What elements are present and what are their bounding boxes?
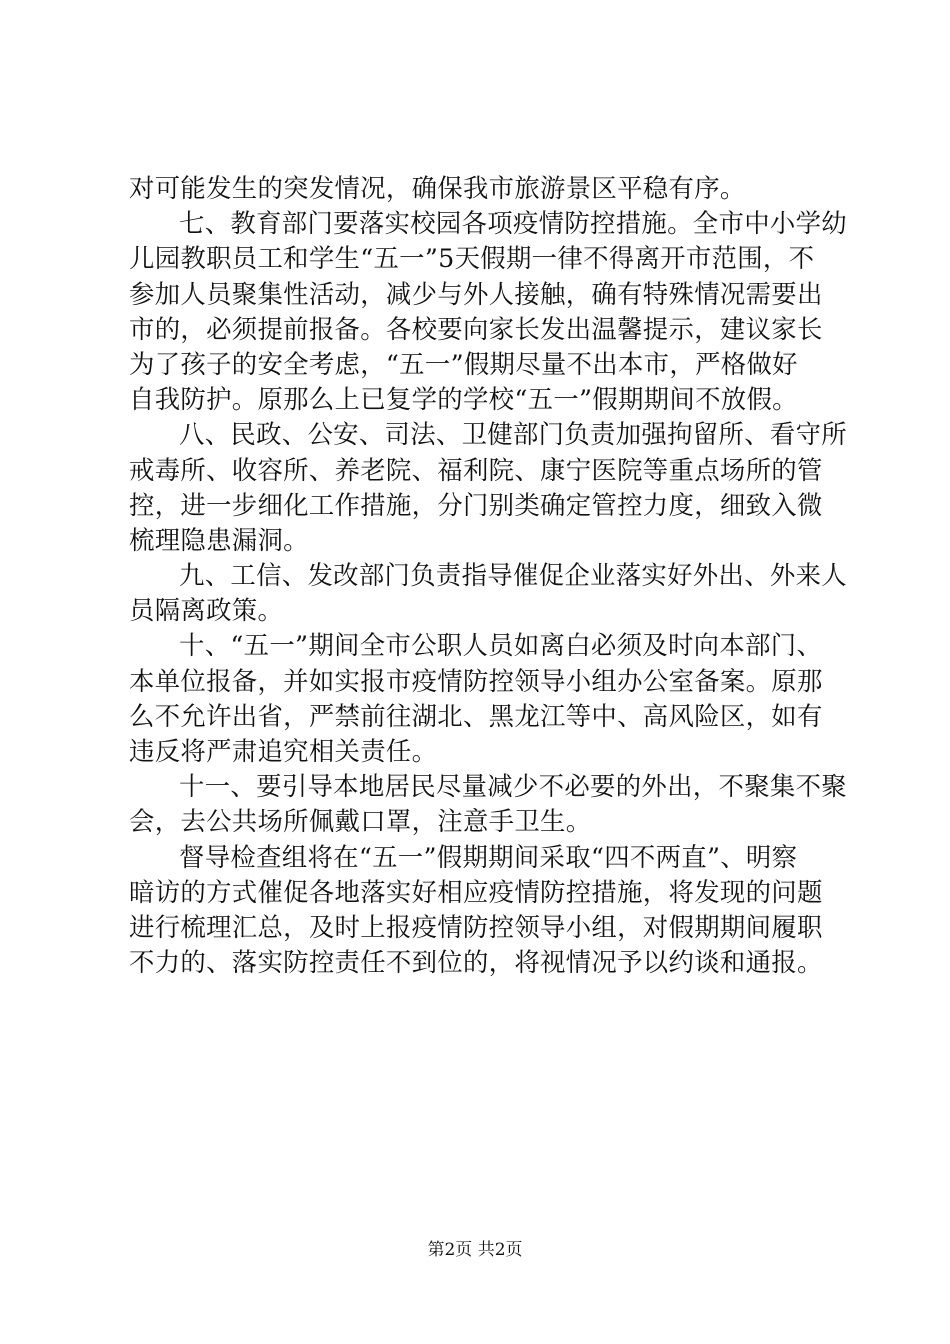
paragraph-first-line: 七、教育部门要落实校园各项疫情防控措施。全市中小学幼: [179, 208, 847, 239]
paragraph-line: 对可能发生的突发情况，确保我市旅游景区平稳有序。: [129, 173, 746, 203]
document-body: [129, 171, 847, 980]
paragraph-line: 儿园教职员工和学生“五一”5天假期一律不得离开市范围，不: [129, 243, 815, 274]
paragraph-line: 为了孩子的安全考虑，“五一”假期尽量不出本市，严格做好: [129, 348, 798, 379]
paragraph-line: 暗访的方式催促各地落实好相应疫情防控措施，将发现的问题: [129, 876, 823, 907]
paragraph-line: 参加人员聚集性活动，减少与外人接触，确有特殊情况需要出: [129, 278, 823, 309]
paragraph-line: 进行梳理汇总，及时上报疫情防控领导小组，对假期期间履职: [129, 911, 823, 942]
paragraph-line: 会，去公共场所佩戴口罩，注意手卫生。: [129, 806, 592, 837]
paragraph-line: 戒毒所、收容所、养老院、福利院、康宁医院等重点场所的管: [129, 454, 823, 485]
paragraph-line: 本单位报备，并如实报市疫情防控领导小组办公室备案。原那: [129, 665, 823, 696]
paragraph-line: 么不允许出省，严禁前往湖北、黑龙江等中、高风险区，如有: [129, 700, 823, 731]
paragraph-line: 不力的、落实防控责任不到位的，将视情况予以约谈和通报。: [129, 947, 823, 978]
paragraph-line: 自我防护。原那么上已复学的学校“五一”假期期间不放假。: [129, 384, 798, 415]
paragraph-first-line: 九、工信、发改部门负责指导催促企业落实好外出、外来人: [179, 560, 847, 591]
paragraph-line: 市的，必须提前报备。各校要向家长发出温馨提示，建议家长: [129, 313, 823, 344]
paragraph-first-line: 十、“五一”期间全市公职人员如离白必须及时向本部门、: [179, 630, 823, 661]
paragraph-line: 梳理隐患漏洞。: [129, 524, 309, 555]
paragraph-first-line: 八、民政、公安、司法、卫健部门负责加强拘留所、看守所: [179, 419, 847, 450]
paragraph-line: 违反将严肃追究相关责任。: [129, 736, 438, 766]
paragraph-first-line: 十一、要引导本地居民尽量减少不必要的外出，不聚集不聚: [179, 771, 847, 802]
paragraph-line: 员隔离政策。: [129, 595, 284, 626]
paragraph-first-line: 督导检查组将在“五一”假期期间采取“四不两直”、明察: [179, 841, 798, 872]
page-footer: 第2页 共2页: [427, 1240, 523, 1260]
paragraph-line: 控，进一步细化工作措施，分门别类确定管控力度，细致入微: [129, 489, 823, 520]
